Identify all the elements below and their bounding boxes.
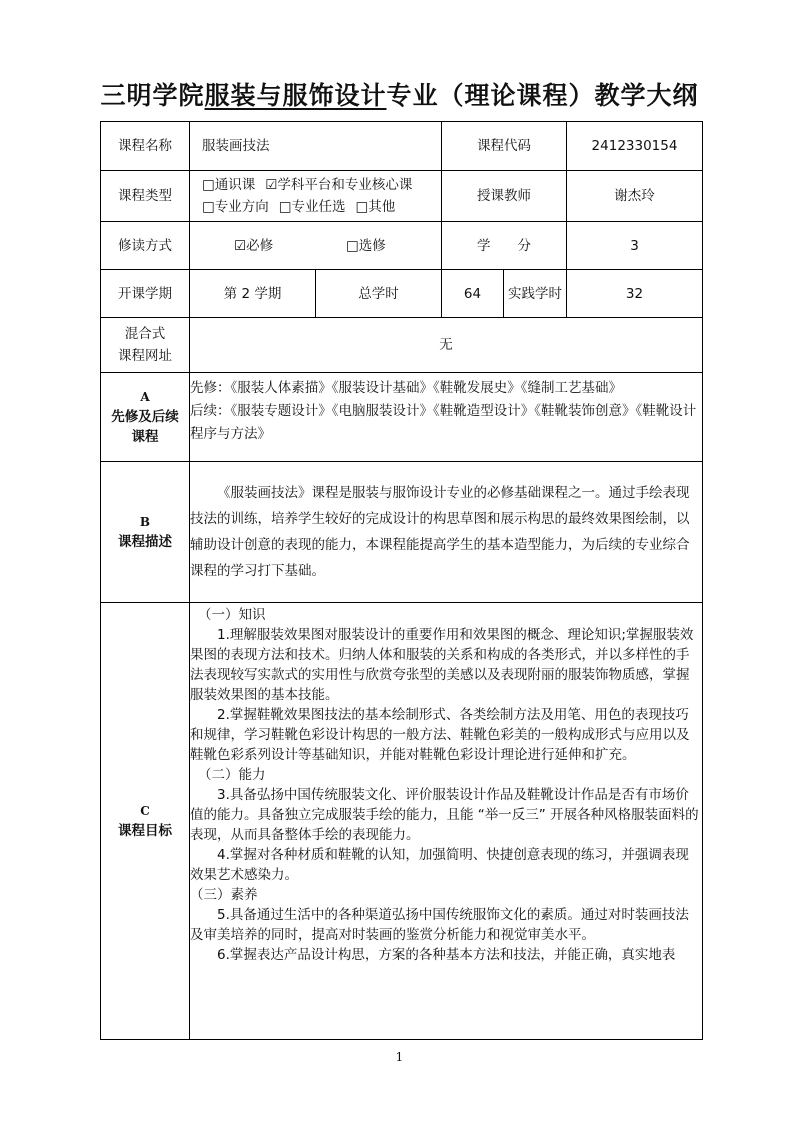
blended-url-value: 无 [190, 318, 703, 373]
credit-label: 学 分 [442, 222, 567, 270]
section-b-content [190, 462, 703, 603]
objective-6: 6.掌握表达产品设计构思，方案的各种基本方法和技法，并能正确，真实地表 [217, 947, 676, 963]
followup-courses: 后续：《服装专题设计》《电脑服装设计》《鞋靴造型设计》《鞋靴装饰创意》《鞋靴设计程序与方法》 [190, 403, 697, 442]
objective-3: 3.具备弘扬中国传统服装文化、评价服装设计作品及鞋靴设计作品是否有市场价值的能力。具备独立完成服装手绘的能力，且能 “举一反三” 开展各种风格服装面料的表现，从而具备整体手绘的表现能力。 [190, 787, 699, 843]
title-major: 服装与服饰设计 [204, 81, 387, 110]
checkbox-optional[interactable]: □专业任选 [278, 199, 346, 215]
row-course-name [101, 122, 703, 171]
total-hours-label: 总学时 [316, 270, 442, 318]
section-c-letter: C [140, 804, 150, 818]
section-b-label: 课程描述 [118, 534, 172, 550]
row-section-a [101, 373, 703, 462]
practice-hours-value: 32 [567, 270, 703, 318]
course-type-label: 课程类型 [101, 171, 190, 222]
row-blended [101, 318, 703, 373]
section-c-content [190, 603, 703, 1040]
title-prefix: 三明学院 [100, 81, 205, 110]
prerequisite-courses: 先修：《服装人体素描》《服装设计基础》《鞋靴发展史》《缝制工艺基础》 [190, 380, 622, 396]
section-a-label-1: 先修及后续 [111, 409, 179, 425]
section-c-header [101, 603, 190, 1040]
objective-5: 5.具备通过生活中的各种渠道弘扬中国传统服饰文化的素质。通过对时装画技法及审美培养的同时，提高对时装画的鉴赏分析能力和视觉审美水平。 [190, 907, 689, 943]
checkbox-required[interactable]: ☑必修 [234, 237, 274, 254]
course-code-value: 2412330154 [567, 122, 703, 171]
course-name-label: 课程名称 [101, 122, 190, 171]
course-name-value: 服装画技法 [190, 122, 442, 171]
document-title [0, 76, 799, 116]
study-mode-options [190, 222, 442, 270]
section-b-header [101, 462, 190, 603]
blended-label [101, 318, 190, 373]
blended-label-line2: 课程网址 [118, 348, 172, 364]
row-course-type [101, 171, 703, 222]
blended-label-line1: 混合式 [124, 326, 166, 342]
checkbox-core[interactable]: ☑学科平台和专业核心课 [265, 177, 413, 193]
teacher-value: 谢杰玲 [567, 171, 703, 222]
section-c-label: 课程目标 [118, 823, 172, 839]
objective-4: 4.掌握对各种材质和鞋靴的认知，加强简明、快捷创意表现的练习，并强调表现效果艺术感染力。 [190, 847, 689, 883]
checkbox-other[interactable]: □其他 [355, 199, 396, 215]
course-description: 《服装画技法》课程是服装与服饰设计专业的必修基础课程之一。通过手绘表现技法的训练，培养学生较好的完成设计的构思草图和展示构思的最终效果图绘制，以辅助设计创意的表现的能力，本课程能提高学生的基本造型能力，为后续的专业综合课程的学习打下基础。 [190, 485, 690, 579]
row-section-b [101, 462, 703, 603]
title-suffix: 专业（理论课程）教学大纲 [386, 81, 699, 110]
objective-1: 1.理解服装效果图对服装设计的重要作用和效果图的概念、理论知识;掌握服装效果图的表现方法和技术。归纳人体和服装的关系和构成的各类形式，并以多样性的手法表现较写实款式的实用性与欣赏夸张型的美感以及表现附丽的服装饰物质感，掌握服装效果图的基本技能。 [190, 627, 694, 703]
section-b-letter: B [139, 515, 151, 529]
checkbox-general[interactable]: □通识课 [202, 177, 256, 193]
teacher-label: 授课教师 [442, 171, 567, 222]
objective-2: 2.掌握鞋靴效果图技法的基本绘制形式、各类绘制方法及用笔、用色的表现技巧和规律，学习鞋靴色彩设计构思的一般方法、鞋靴色彩美的一般构成形式与应用以及鞋靴色彩系列设计等基础知识，并能对鞋靴色彩设计理论进行延伸和扩充。 [190, 707, 690, 763]
objective-heading-quality: （三）素养 [190, 887, 258, 903]
row-section-c [101, 603, 703, 1040]
row-study-mode [101, 222, 703, 270]
study-mode-label: 修读方式 [101, 222, 190, 270]
row-semester [101, 270, 703, 318]
section-a-label-2: 课程 [131, 429, 159, 445]
section-a-content [190, 373, 703, 462]
section-a-letter: A [140, 390, 150, 404]
section-a-header [101, 373, 190, 462]
checkbox-direction[interactable]: □专业方向 [202, 199, 269, 215]
practice-hours-label: 实践学时 [504, 270, 567, 318]
page-number: 1 [395, 1050, 404, 1064]
credit-value: 3 [567, 222, 703, 270]
semester-value: 第 2 学期 [190, 270, 316, 318]
course-code-label: 课程代码 [442, 122, 567, 171]
objective-heading-knowledge: （一）知识 [198, 607, 266, 623]
checkbox-elective[interactable]: □选修 [346, 237, 386, 254]
total-hours-value: 64 [442, 270, 504, 318]
course-type-options [190, 171, 442, 222]
objective-heading-ability: （二）能力 [198, 767, 266, 783]
syllabus-table [100, 121, 703, 1040]
semester-label: 开课学期 [101, 270, 190, 318]
